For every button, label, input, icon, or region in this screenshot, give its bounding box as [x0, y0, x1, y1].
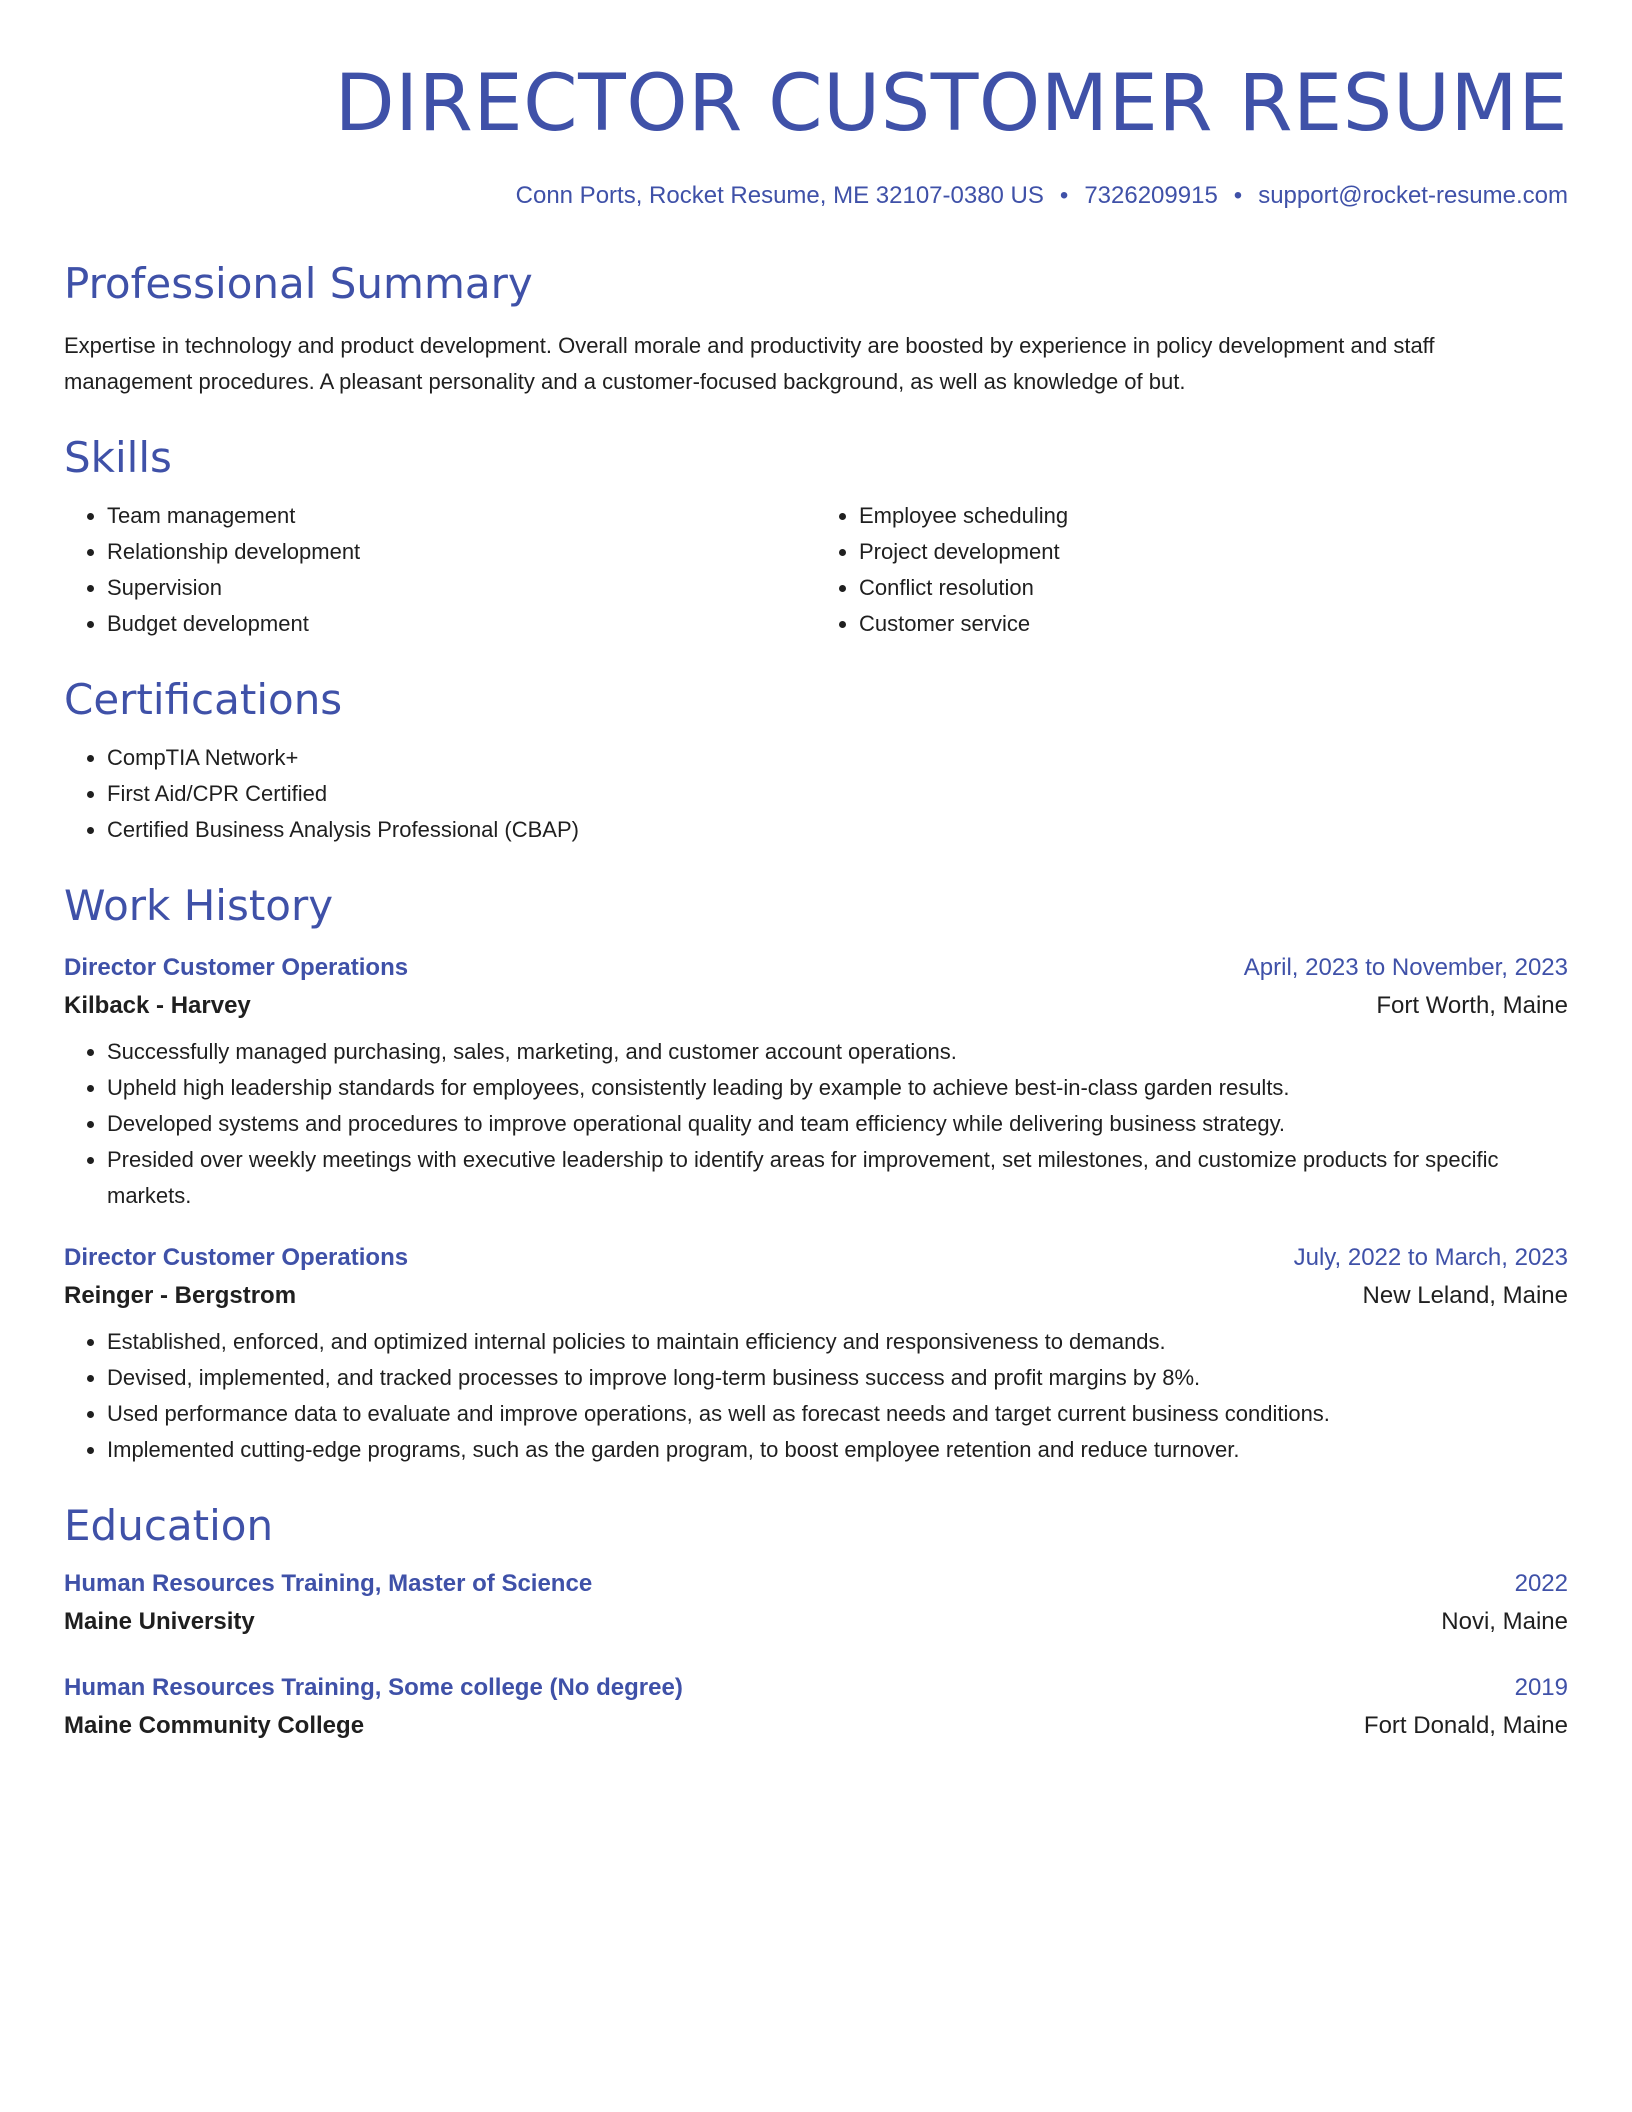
- contact-email: support@rocket-resume.com: [1258, 182, 1568, 209]
- contact-address: Conn Ports, Rocket Resume, ME 32107-0380 US: [515, 182, 1044, 209]
- contact-separator: •: [1059, 182, 1069, 209]
- resume-header: [64, 0, 1568, 212]
- section-title: Professional Summary: [64, 259, 533, 308]
- job-bullets: [64, 1034, 1568, 1214]
- education-year: 2019: [1514, 1674, 1568, 1701]
- resume-title: DIRECTOR CUSTOMER RESUME: [334, 59, 1568, 149]
- education-section: [64, 1498, 1568, 1746]
- education-location: Fort Donald, Maine: [1363, 1712, 1568, 1739]
- skill-item: • Supervision: [107, 570, 816, 606]
- education-school: Maine University: [64, 1608, 255, 1635]
- skills-list-left: [64, 498, 816, 642]
- work-history-section: [64, 878, 1568, 1468]
- skills-section: [64, 430, 1568, 642]
- job-role: Director Customer Operations: [64, 954, 409, 981]
- contact-separator: •: [1233, 182, 1243, 209]
- job-bullet: • Implemented cutting-edge programs, such as the garden program, to boost employee retention and reduce turnover.: [107, 1432, 1568, 1468]
- skills-grid: [64, 486, 1568, 642]
- skill-item: • Conflict resolution: [859, 570, 1568, 606]
- education-year: 2022: [1514, 1570, 1568, 1597]
- education-degree: Human Resources Training, Master of Science: [64, 1570, 593, 1597]
- contact-phone: 7326209915: [1084, 182, 1218, 209]
- certification-item: • First Aid/CPR Certified: [107, 776, 1568, 812]
- job-role: Director Customer Operations: [64, 1244, 409, 1271]
- section-title: Skills: [64, 433, 172, 482]
- job-location: New Leland, Maine: [1362, 1282, 1568, 1309]
- education-degree: Human Resources Training, Some college (No degree): [64, 1674, 683, 1701]
- section-title: Work History: [64, 881, 334, 930]
- education-entry: [64, 1566, 1568, 1642]
- summary-text: Expertise in technology and product development. Overall morale and productivity are boosted by experience in policy development and staff management procedures. A pleasant personality and a customer-focused background, as well as knowledge of but.: [64, 333, 1435, 394]
- education-school: Maine Community College: [64, 1712, 365, 1739]
- education-entry: [64, 1670, 1568, 1746]
- skill-item: • Budget development: [107, 606, 816, 642]
- job-location: Fort Worth, Maine: [1376, 992, 1568, 1019]
- certifications-section: [64, 672, 1568, 848]
- job-dates: April, 2023 to November, 2023: [1243, 954, 1568, 981]
- job-bullets: [64, 1324, 1568, 1468]
- certification-item: • CompTIA Network+: [107, 740, 1568, 776]
- job-bullet: • Presided over weekly meetings with executive leadership to identify areas for improvement, set milestones, and customize products for specific markets.: [107, 1142, 1568, 1214]
- skill-item: • Relationship development: [107, 534, 816, 570]
- job-bullet: • Successfully managed purchasing, sales, marketing, and customer account operations.: [107, 1034, 1568, 1070]
- job-dates: July, 2022 to March, 2023: [1293, 1244, 1568, 1271]
- job-employer: Kilback - Harvey: [64, 992, 251, 1019]
- skills-list-right: [816, 498, 1568, 642]
- skill-item: • Employee scheduling: [859, 498, 1568, 534]
- certification-item: • Certified Business Analysis Professional (CBAP): [107, 812, 1568, 848]
- job-bullet: • Used performance data to evaluate and improve operations, as well as forecast needs and target current business conditions.: [107, 1396, 1568, 1432]
- job-bullet: • Developed systems and procedures to improve operational quality and team efficiency while delivering business strategy.: [107, 1106, 1568, 1142]
- section-title: Education: [64, 1501, 274, 1550]
- job-bullet: • Devised, implemented, and tracked processes to improve long-term business success and profit margins by 8%.: [107, 1360, 1568, 1396]
- job-entry: [64, 1240, 1568, 1468]
- education-location: Novi, Maine: [1441, 1608, 1568, 1635]
- job-entry: [64, 950, 1568, 1214]
- job-bullet: • Established, enforced, and optimized internal policies to maintain efficiency and responsiveness to demands.: [107, 1324, 1568, 1360]
- skill-item: • Team management: [107, 498, 816, 534]
- certifications-list: [64, 740, 1568, 848]
- contact-line: [64, 180, 1568, 212]
- skill-item: • Customer service: [859, 606, 1568, 642]
- section-title: Certifications: [64, 675, 343, 724]
- skill-item: • Project development: [859, 534, 1568, 570]
- job-employer: Reinger - Bergstrom: [64, 1282, 297, 1309]
- job-bullet: • Upheld high leadership standards for employees, consistently leading by example to achieve best-in-class garden results.: [107, 1070, 1568, 1106]
- professional-summary-section: [64, 256, 1568, 400]
